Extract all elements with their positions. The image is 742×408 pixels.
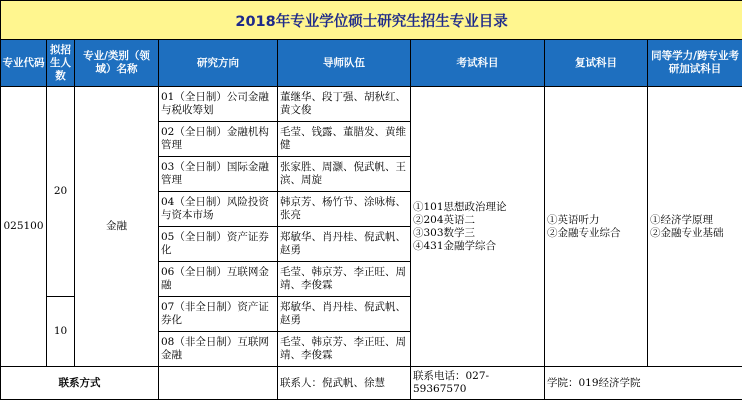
- table-row: [1, 87, 742, 122]
- exam-item: ②204英语二: [413, 213, 476, 226]
- advisors-cell: 郑敏华、肖丹桂、倪武帆、赵勇: [278, 227, 411, 262]
- header-extra: 同等学力/跨专业考研加试科目: [648, 40, 742, 87]
- direction-cell: 08（非全日制）互联网金融: [159, 332, 278, 367]
- extra-item: ①经济学原理: [650, 213, 713, 226]
- page-title: 2018年专业学位硕士研究生招生专业目录: [1, 1, 742, 40]
- direction-cell: 06（全日制）互联网金融: [159, 262, 278, 297]
- program-code: 025100: [1, 87, 47, 367]
- quota-parttime: 10: [47, 297, 75, 367]
- advisors-cell: 董继华、段丁强、胡秋红、黄文俊: [278, 87, 411, 122]
- exam-item: ④431金融学综合: [413, 239, 497, 252]
- contact-person: 联系人：倪武帆、徐慧: [278, 367, 411, 400]
- direction-cell: 05（全日制）资产证券化: [159, 227, 278, 262]
- contact-label: 联系方式: [1, 367, 159, 400]
- program-name: 金融: [75, 87, 159, 367]
- exam-item: ①101思想政治理论: [413, 200, 507, 213]
- contact-row: [1, 367, 742, 400]
- contact-phone: 联系电话：027-59367570: [411, 367, 545, 400]
- college-name: 学院：019经济学院: [545, 367, 742, 400]
- direction-cell: 02（全日制）金融机构管理: [159, 122, 278, 157]
- quota-fulltime: 20: [47, 87, 75, 297]
- contact-empty-cell: [159, 367, 278, 400]
- direction-cell: 04（全日制）风险投资与资本市场: [159, 192, 278, 227]
- direction-cell: 03（全日制）国际金融管理: [159, 157, 278, 192]
- retest-item: ①英语听力: [547, 213, 600, 226]
- retest-subjects: [545, 87, 648, 367]
- header-code: 专业代码: [1, 40, 47, 87]
- direction-cell: 07（非全日制）资产证券化: [159, 297, 278, 332]
- retest-item: ②金融专业综合: [547, 226, 621, 239]
- advisors-cell: 韩京芳、杨竹节、涂咏梅、张亮: [278, 192, 411, 227]
- advisors-cell: 毛莹、韩京芳、李正旺、周靖、李俊霖: [278, 262, 411, 297]
- advisors-cell: 毛莹、钱露、董腊发、黄维健: [278, 122, 411, 157]
- advisors-cell: 毛莹、韩京芳、李正旺、周靖、李俊霖: [278, 332, 411, 367]
- header-row: [1, 40, 742, 87]
- exam-subjects: [411, 87, 545, 367]
- header-quota: 拟招生人数: [47, 40, 75, 87]
- extra-item: ②金融专业基础: [650, 226, 724, 239]
- header-advisors: 导师队伍: [278, 40, 411, 87]
- extra-subjects: [648, 87, 742, 367]
- header-retest: 复试科目: [545, 40, 648, 87]
- advisors-cell: 郑敏华、肖丹桂、倪武帆、赵勇: [278, 297, 411, 332]
- header-major: 专业/类别（领域）名称: [75, 40, 159, 87]
- advisors-cell: 张家胜、周灏、倪武帆、王滨、周旋: [278, 157, 411, 192]
- exam-item: ③303数学三: [413, 226, 476, 239]
- header-direction: 研究方向: [159, 40, 278, 87]
- header-exam: 考试科目: [411, 40, 545, 87]
- direction-cell: 01（全日制）公司金融与税收筹划: [159, 87, 278, 122]
